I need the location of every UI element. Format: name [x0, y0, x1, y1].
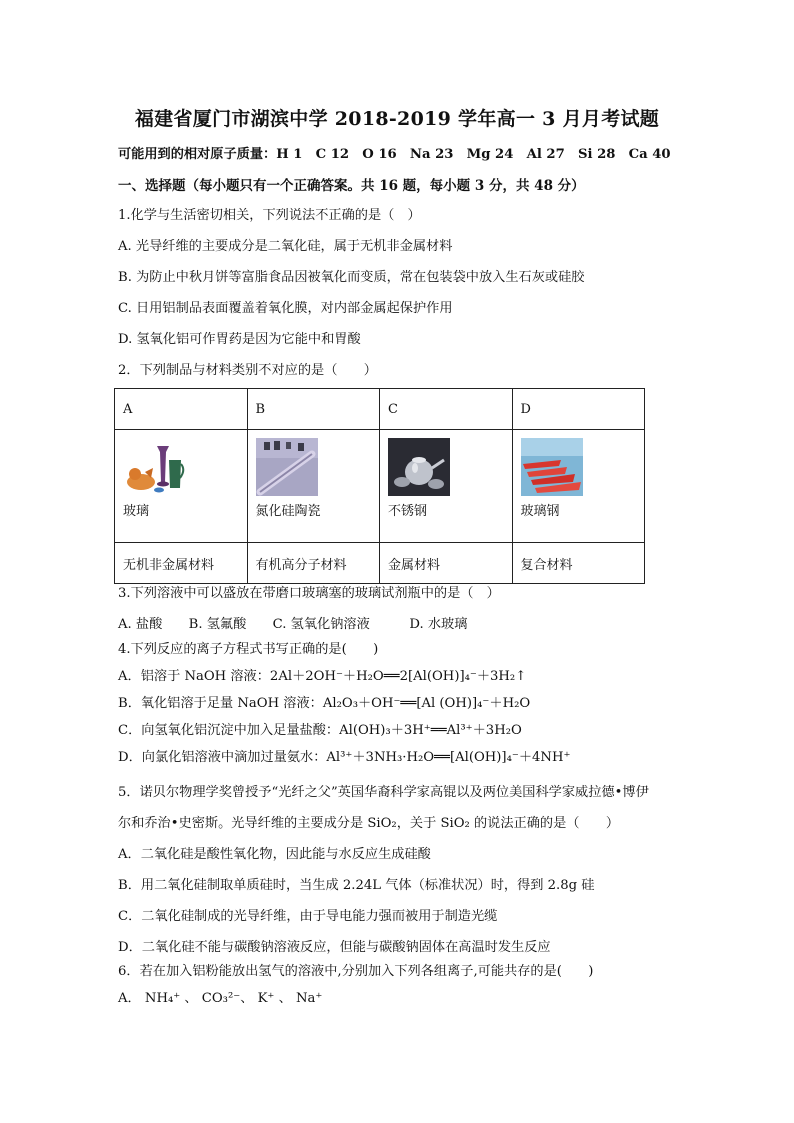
glassware-photo	[123, 438, 185, 496]
table-row	[115, 389, 645, 430]
question-1-option-c: C. 日用铝制品表面覆盖着氧化膜，对内部金属起保护作用	[118, 301, 453, 316]
materials-table	[114, 388, 645, 584]
table-cell-product-a	[115, 430, 248, 543]
table-cell-category-b: 有机高分子材料	[247, 543, 380, 584]
table-cell-letter-a: A	[115, 389, 248, 430]
question-4-stem: 4.下列反应的离子方程式书写正确的是( )	[118, 642, 379, 657]
table-cell-product-b	[247, 430, 380, 543]
question-3-stem: 3.下列溶液中可以盛放在带磨口玻璃塞的玻璃试剂瓶中的是（ ）	[118, 586, 500, 601]
question-5-option-c: C．二氧化硅制成的光导纤维，由于导电能力强而被用于制造光缆	[118, 909, 498, 924]
product-name: 玻璃钢	[520, 504, 560, 519]
table-row	[115, 543, 645, 584]
product-name: 玻璃	[123, 504, 150, 519]
question-6-stem: 6．若在加入铝粉能放出氢气的溶液中,分别加入下列各组离子,可能共存的是( )	[118, 964, 594, 979]
table-cell-product-c	[380, 430, 513, 543]
question-4-option-a: A．铝溶于 NaOH 溶液：2Al＋2OH⁻＋H₂O══2[Al(OH)]₄⁻＋3H₂↑	[118, 669, 527, 684]
atomic-mass-line: 可能用到的相对原子质量：H 1 C 12 O 16 Na 23 Mg 24 Al 27 Si 28 Ca 40	[118, 147, 671, 162]
ceramic-tube-photo	[256, 438, 318, 496]
table-cell-category-a: 无机非金属材料	[115, 543, 248, 584]
product-name: 不锈钢	[388, 504, 428, 519]
red-boats-photo	[521, 438, 583, 496]
question-5-option-a: A．二氧化硅是酸性氧化物，因此能与水反应生成硅酸	[118, 847, 431, 862]
question-6-option-a: A． NH₄⁺ 、 CO₃²⁻、 K⁺ 、 Na⁺	[118, 991, 323, 1006]
question-1-option-a: A. 光导纤维的主要成分是二氧化硅，属于无机非金属材料	[118, 239, 453, 254]
question-4-option-c: C．向氢氧化铝沉淀中加入足量盐酸：Al(OH)₃＋3H⁺══Al³⁺＋3H₂O	[118, 723, 522, 738]
question-1-option-d: D. 氢氧化铝可作胃药是因为它能中和胃酸	[118, 332, 361, 347]
table-cell-letter-b: B	[247, 389, 380, 430]
question-1-option-b: B. 为防止中秋月饼等富脂食品因被氧化而变质，常在包装袋中放入生石灰或硅胶	[118, 270, 585, 285]
page-title: 福建省厦门市湖滨中学 2018-2019 学年高一 3 月月考试题	[134, 108, 660, 130]
question-5-stem-line-2: 尔和乔治•史密斯。光导纤维的主要成分是 SiO₂，关于 SiO₂ 的说法正确的是（ ）	[118, 816, 620, 831]
question-5-stem-line-1: 5．诺贝尔物理学奖曾授予“光纤之父”英国华裔科学家高锟以及两位美国科学家威拉德•博伊	[118, 785, 649, 800]
section-heading: 一、选择题（每小题只有一个正确答案。共 16 题，每小题 3 分，共 48 分）	[118, 178, 585, 194]
table-cell-letter-c: C	[380, 389, 513, 430]
table-cell-category-d: 复合材料	[512, 543, 645, 584]
question-5-option-b: B．用二氧化硅制取单质硅时，当生成 2.24L 气体（标准状况）时，得到 2.8g 硅	[118, 878, 595, 893]
question-2-stem: 2．下列制品与材料类别不对应的是（ ）	[118, 363, 377, 378]
question-5-option-d: D．二氧化硅不能与碳酸钠溶液反应，但能与碳酸钠固体在高温时发生反应	[118, 940, 551, 955]
question-4-option-d: D．向氯化铝溶液中滴加过量氨水：Al³⁺＋3NH₃·H₂O══[Al(OH)]₄⁻＋4NH⁺	[118, 750, 571, 765]
question-4-option-b: B．氧化铝溶于足量 NaOH 溶液：Al₂O₃＋OH⁻══[Al (OH)]₄⁻＋H₂O	[118, 696, 531, 711]
product-name: 氮化硅陶瓷	[255, 504, 321, 519]
question-1-stem: 1.化学与生活密切相关，下列说法不正确的是（ ）	[118, 208, 421, 223]
table-row	[115, 430, 645, 543]
table-cell-letter-d: D	[512, 389, 645, 430]
steel-kettle-photo	[388, 438, 450, 496]
question-3-options: A. 盐酸 B. 氢氟酸 C. 氢氧化钠溶液 D. 水玻璃	[118, 617, 468, 632]
table-cell-category-c: 金属材料	[380, 543, 513, 584]
table-cell-product-d	[512, 430, 645, 543]
